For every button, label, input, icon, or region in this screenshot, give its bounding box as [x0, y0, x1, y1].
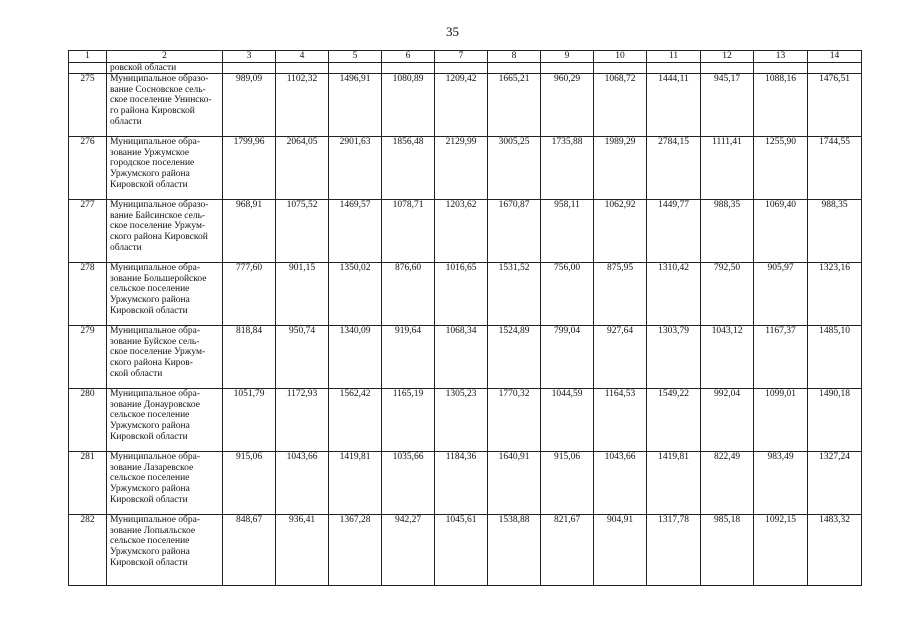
value-cell: 1496,91 [329, 73, 382, 136]
column-header: 11 [647, 51, 701, 63]
column-header: 3 [223, 51, 276, 63]
municipality-name-line: Муниципальное образо- [110, 73, 209, 84]
value-cell: 1075,52 [276, 199, 329, 262]
row-number: 281 [69, 451, 107, 514]
value-cell: 1419,81 [329, 451, 382, 514]
municipality-name [107, 73, 223, 136]
value-cell: 1051,79 [223, 388, 276, 451]
column-header: 4 [276, 51, 329, 63]
municipality-name-line: ское поселение Уржум- [110, 347, 206, 358]
value-cell: 1538,88 [488, 514, 541, 585]
municipality-name [107, 514, 223, 585]
municipality-name-line: Муниципальное обра- [110, 451, 201, 462]
value-cell: 915,06 [541, 451, 594, 514]
table-row [69, 325, 862, 388]
value-cell: 958,11 [541, 199, 594, 262]
value-cell: 1078,71 [382, 199, 435, 262]
value-cell: 1449,77 [647, 199, 701, 262]
municipality-name-line: Уржумского района [110, 547, 190, 558]
municipality-name-line: сельское поселение [110, 410, 190, 421]
municipality-name-line: зование Большеройское [110, 273, 207, 284]
value-cell: 756,00 [541, 262, 594, 325]
value-cell: 1092,15 [754, 514, 808, 585]
row-number: 279 [69, 325, 107, 388]
municipality-name [107, 199, 223, 262]
value-cell: 1069,40 [754, 199, 808, 262]
municipality-name-line: зование Лопьяльское [110, 525, 196, 536]
value-cell: 1044,59 [541, 388, 594, 451]
value-cell: 1744,55 [808, 136, 862, 199]
table-row [69, 388, 862, 451]
value-cell: 2784,15 [647, 136, 701, 199]
municipality-name-line: Кировской области [110, 494, 188, 505]
value-cell: 1483,32 [808, 514, 862, 585]
value-cell: 1799,96 [223, 136, 276, 199]
table-row [69, 262, 862, 325]
value-cell: 1549,22 [647, 388, 701, 451]
value-cell: 1665,21 [488, 73, 541, 136]
municipality-name-line: зование Лазаревское [110, 462, 194, 473]
municipality-name-line: городское поселение [110, 158, 195, 169]
continuation-row [69, 62, 862, 73]
value-cell: 942,27 [382, 514, 435, 585]
value-cell: 1184,36 [435, 451, 488, 514]
value-cell: 945,17 [701, 73, 754, 136]
value-cell: 1165,19 [382, 388, 435, 451]
table-row [69, 199, 862, 262]
municipality-name [107, 136, 223, 199]
value-cell: 1350,02 [329, 262, 382, 325]
municipality-name-line: Муниципальное обра- [110, 388, 201, 399]
value-cell: 1016,65 [435, 262, 488, 325]
row-number: 276 [69, 136, 107, 199]
municipality-name-line: ского района Кировской [110, 232, 208, 243]
municipality-name-line: Муниципальное обра- [110, 325, 201, 336]
value-cell: 1045,61 [435, 514, 488, 585]
municipality-name-line: ское поселение Уржум- [110, 221, 206, 232]
value-cell: 1080,89 [382, 73, 435, 136]
value-cell: 1367,28 [329, 514, 382, 585]
column-header: 1 [69, 51, 107, 63]
value-cell: 960,29 [541, 73, 594, 136]
value-cell: 905,97 [754, 262, 808, 325]
municipality-name-line: сельское поселение [110, 536, 190, 547]
value-cell: 1317,78 [647, 514, 701, 585]
value-cell: 3005,25 [488, 136, 541, 199]
value-cell: 2129,99 [435, 136, 488, 199]
column-header: 6 [382, 51, 435, 63]
municipality-name-line: Уржумского района [110, 484, 190, 495]
municipality-name [107, 325, 223, 388]
value-cell: 1203,62 [435, 199, 488, 262]
value-cell: 901,15 [276, 262, 329, 325]
value-cell: 915,06 [223, 451, 276, 514]
column-header: 13 [754, 51, 808, 63]
column-header: 5 [329, 51, 382, 63]
row-number: 282 [69, 514, 107, 585]
value-cell: 1102,32 [276, 73, 329, 136]
municipality-name-line: области [110, 116, 142, 127]
value-cell: 1172,93 [276, 388, 329, 451]
municipality-name-line: Уржумского района [110, 295, 190, 306]
value-cell: 985,18 [701, 514, 754, 585]
column-header: 9 [541, 51, 594, 63]
value-cell: 1062,92 [594, 199, 647, 262]
municipality-name-line: Кировской области [110, 305, 188, 316]
municipality-name-line: Уржумского района [110, 169, 190, 180]
municipality-name [107, 451, 223, 514]
value-cell: 792,50 [701, 262, 754, 325]
value-cell: 1856,48 [382, 136, 435, 199]
municipality-name-line: Кировской области [110, 179, 188, 190]
municipality-name-line: зование Уржумское [110, 147, 190, 158]
value-cell: 983,49 [754, 451, 808, 514]
value-cell: 1303,79 [647, 325, 701, 388]
municipality-name-line: Кировской области [110, 557, 188, 568]
value-cell: 1043,12 [701, 325, 754, 388]
table-row [69, 451, 862, 514]
municipality-name-line: ского района Киров- [110, 358, 193, 369]
municipality-name-line: вание Сосновское сель- [110, 84, 206, 95]
value-cell: 876,60 [382, 262, 435, 325]
value-cell: 1327,24 [808, 451, 862, 514]
value-cell: 919,64 [382, 325, 435, 388]
value-cell: 1524,89 [488, 325, 541, 388]
value-cell: 1310,42 [647, 262, 701, 325]
value-cell: 1043,66 [276, 451, 329, 514]
municipality-name-line: Муниципальное обра- [110, 514, 201, 525]
value-cell: 2901,63 [329, 136, 382, 199]
value-cell: 2064,05 [276, 136, 329, 199]
column-header: 2 [107, 51, 223, 63]
value-cell: 1068,34 [435, 325, 488, 388]
continuation-text: ровской области [107, 62, 223, 73]
municipality-name-line: го района Кировской [110, 106, 195, 117]
value-cell: 1068,72 [594, 73, 647, 136]
value-cell: 989,09 [223, 73, 276, 136]
municipality-name-line: зование Донауровское [110, 399, 200, 410]
value-cell: 1099,01 [754, 388, 808, 451]
continuation-num-cell [69, 62, 107, 73]
municipality-name-line: Кировской области [110, 431, 188, 442]
value-cell: 1485,10 [808, 325, 862, 388]
value-cell: 1043,66 [594, 451, 647, 514]
value-cell: 904,91 [594, 514, 647, 585]
value-cell: 1088,16 [754, 73, 808, 136]
municipality-name [107, 388, 223, 451]
municipality-name-line: Муниципальное обра- [110, 262, 201, 273]
value-cell: 988,35 [701, 199, 754, 262]
value-cell: 821,67 [541, 514, 594, 585]
column-header: 12 [701, 51, 754, 63]
value-cell: 875,95 [594, 262, 647, 325]
header-row [69, 51, 862, 63]
value-cell: 799,04 [541, 325, 594, 388]
value-cell: 1490,18 [808, 388, 862, 451]
value-cell: 950,74 [276, 325, 329, 388]
column-header: 7 [435, 51, 488, 63]
value-cell: 1444,11 [647, 73, 701, 136]
value-cell: 1340,09 [329, 325, 382, 388]
municipality-name-line: вание Байсинское сель- [110, 210, 206, 221]
value-cell: 1035,66 [382, 451, 435, 514]
value-cell: 1770,32 [488, 388, 541, 451]
value-cell: 1735,88 [541, 136, 594, 199]
municipality-name-line: Уржумского района [110, 421, 190, 432]
column-header: 14 [808, 51, 862, 63]
column-header: 8 [488, 51, 541, 63]
municipality-name-line: ское поселение Унинско- [110, 95, 212, 106]
value-cell: 1167,37 [754, 325, 808, 388]
value-cell: 1469,57 [329, 199, 382, 262]
table-row [69, 73, 862, 136]
table-row [69, 514, 862, 585]
value-cell: 822,49 [701, 451, 754, 514]
municipality-name [107, 262, 223, 325]
value-cell: 1562,42 [329, 388, 382, 451]
municipality-name-line: сельское поселение [110, 284, 190, 295]
municipality-name-line: Муниципальное образо- [110, 199, 209, 210]
value-cell: 1640,91 [488, 451, 541, 514]
row-number: 278 [69, 262, 107, 325]
municipality-name-line: области [110, 242, 142, 253]
table-row [69, 136, 862, 199]
value-cell: 1255,90 [754, 136, 808, 199]
value-cell: 1989,29 [594, 136, 647, 199]
municipality-name-line: сельское поселение [110, 473, 190, 484]
value-cell: 818,84 [223, 325, 276, 388]
value-cell: 988,35 [808, 199, 862, 262]
value-cell: 1111,41 [701, 136, 754, 199]
municipality-name-line: Муниципальное обра- [110, 136, 201, 147]
row-number: 277 [69, 199, 107, 262]
value-cell: 1670,87 [488, 199, 541, 262]
value-cell: 1209,42 [435, 73, 488, 136]
table-body [69, 62, 862, 585]
value-cell: 848,67 [223, 514, 276, 585]
table-header [69, 51, 862, 63]
value-cell: 1323,16 [808, 262, 862, 325]
municipality-name-line: ской области [110, 368, 163, 379]
value-cell: 1419,81 [647, 451, 701, 514]
value-cell: 992,04 [701, 388, 754, 451]
value-cell: 1164,53 [594, 388, 647, 451]
value-cell: 1476,51 [808, 73, 862, 136]
value-cell: 968,91 [223, 199, 276, 262]
row-number: 275 [69, 73, 107, 136]
data-table [68, 50, 862, 586]
value-cell: 936,41 [276, 514, 329, 585]
value-cell: 927,64 [594, 325, 647, 388]
value-cell: 1531,52 [488, 262, 541, 325]
row-number: 280 [69, 388, 107, 451]
page-number: 35 [446, 24, 459, 39]
column-header: 10 [594, 51, 647, 63]
value-cell: 777,60 [223, 262, 276, 325]
municipality-name-line: зование Буйское сель- [110, 336, 200, 347]
value-cell: 1305,23 [435, 388, 488, 451]
